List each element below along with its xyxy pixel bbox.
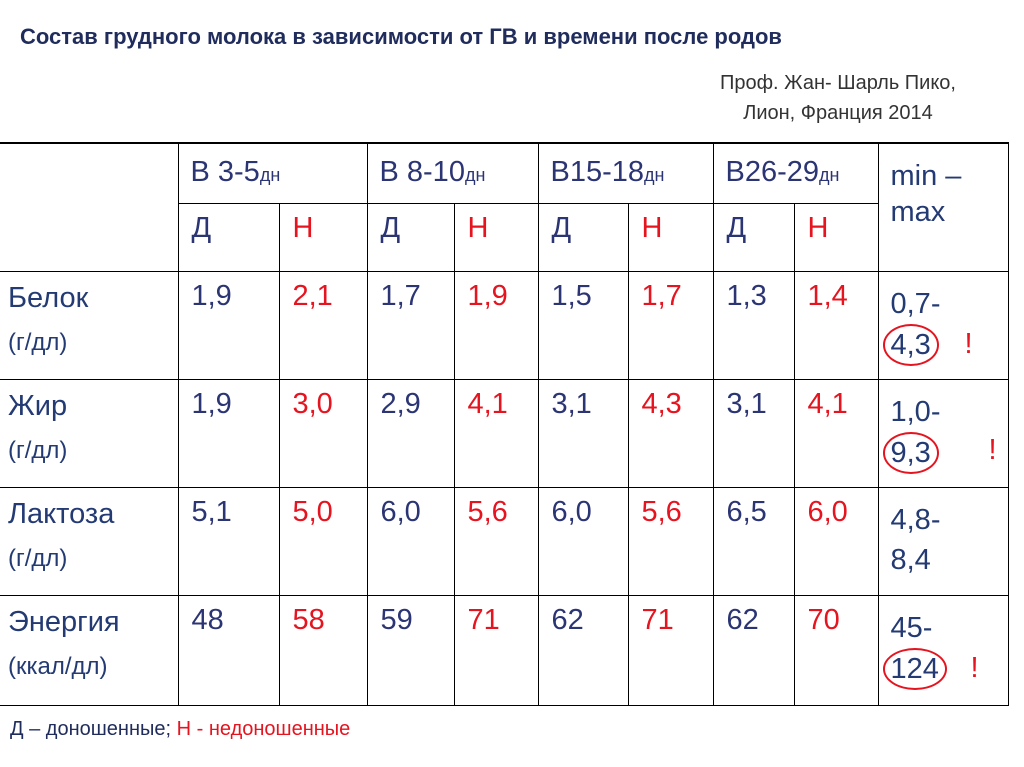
row-name: Жир (8, 389, 68, 422)
value-cell-d: 6,0 (538, 487, 628, 595)
minmax-line1: min – (890, 160, 962, 192)
value-cell-d: 3,1 (713, 379, 794, 487)
group-header (367, 143, 538, 203)
value-cell-n: 71 (628, 595, 713, 705)
value-cell-d: 59 (367, 595, 454, 705)
value-cell-d: 2,9 (367, 379, 454, 487)
range-cell (878, 595, 1008, 705)
value-cell-n: 5,6 (454, 487, 538, 595)
range-top: 1,0- (890, 395, 941, 428)
row-name: Лактоза (8, 497, 115, 530)
value-cell-n: 5,0 (279, 487, 367, 595)
sub-header-n: Н (628, 203, 713, 271)
range-bottom-circled: 124 (883, 648, 947, 690)
minmax-header (878, 143, 1008, 271)
group-unit: дн (464, 165, 486, 185)
value-cell-n: 4,3 (628, 379, 713, 487)
exclamation-mark: ! (970, 651, 979, 684)
minmax-line2: max (890, 196, 946, 228)
sub-header-d: Д (178, 203, 279, 271)
exclamation-mark: ! (964, 327, 973, 360)
page-title: Состав грудного молока в зависимости от ГВ и времени после родов (20, 24, 782, 49)
value-cell-n: 2,1 (279, 271, 367, 379)
range-cell (878, 379, 1008, 487)
group-label: В 3-5 (190, 156, 260, 188)
legend (10, 718, 350, 741)
sub-header-n: Н (794, 203, 878, 271)
sub-header-n: Н (454, 203, 538, 271)
value-cell-d: 1,5 (538, 271, 628, 379)
group-header (178, 143, 367, 203)
author-name: Проф. Жан- Шарль Пико, (719, 72, 956, 94)
value-cell-d: 6,5 (713, 487, 794, 595)
group-label: В15-18 (550, 156, 645, 188)
row-name: Белок (8, 281, 89, 314)
value-cell-d: 1,9 (178, 379, 279, 487)
sub-header-n: Н (279, 203, 367, 271)
group-unit: дн (819, 165, 840, 185)
row-label (0, 379, 178, 487)
value-cell-n: 1,4 (794, 271, 878, 379)
value-cell-d: 62 (713, 595, 794, 705)
row-unit: (ккал/дл) (8, 652, 108, 680)
row-name: Энергия (8, 605, 120, 638)
value-cell-n: 1,7 (628, 271, 713, 379)
row-label (0, 271, 178, 379)
value-cell-d: 62 (538, 595, 628, 705)
range-bottom: 8,4 (890, 543, 931, 576)
range-top: 4,8- (890, 503, 941, 536)
value-cell-d: 1,9 (178, 271, 279, 379)
value-cell-n: 4,1 (454, 379, 538, 487)
value-cell-d: 6,0 (367, 487, 454, 595)
group-header (713, 143, 878, 203)
table-row (0, 487, 1008, 595)
row-unit: (г/дл) (8, 328, 68, 356)
group-unit: дн (644, 165, 665, 185)
value-cell-d: 1,7 (367, 271, 454, 379)
author-attribution (720, 68, 956, 128)
row-label (0, 487, 178, 595)
value-cell-n: 3,0 (279, 379, 367, 487)
value-cell-n: 4,1 (794, 379, 878, 487)
range-top: 45- (890, 611, 933, 644)
value-cell-n: 5,6 (628, 487, 713, 595)
range-bottom-circled: 4,3 (883, 324, 939, 366)
corner-cell (0, 143, 178, 271)
range-bottom-circled: 9,3 (883, 432, 939, 474)
group-label: В26-29 (725, 156, 820, 188)
row-label (0, 595, 178, 705)
milk-composition-table (0, 142, 1009, 706)
value-cell-n: 70 (794, 595, 878, 705)
row-unit: (г/дл) (8, 544, 68, 572)
range-cell (878, 487, 1008, 595)
value-cell-n: 1,9 (454, 271, 538, 379)
table-row (0, 271, 1008, 379)
sub-header-d: Д (367, 203, 454, 271)
sub-header-d: Д (713, 203, 794, 271)
value-cell-d: 3,1 (538, 379, 628, 487)
table-row (0, 595, 1008, 705)
value-cell-d: 5,1 (178, 487, 279, 595)
group-label: В 8-10 (379, 156, 465, 188)
range-top: 0,7- (890, 287, 941, 320)
group-unit: дн (259, 165, 281, 185)
value-cell-n: 6,0 (794, 487, 878, 595)
legend-d: Д – доношенные; (10, 718, 172, 740)
sub-header-d: Д (538, 203, 628, 271)
row-unit: (г/дл) (8, 436, 68, 464)
value-cell-d: 48 (178, 595, 279, 705)
range-cell (878, 271, 1008, 379)
value-cell-d: 1,3 (713, 271, 794, 379)
value-cell-n: 58 (279, 595, 367, 705)
legend-n: Н - недоношенные (176, 718, 351, 740)
author-location: Лион, Франция 2014 (743, 102, 933, 124)
table-row (0, 379, 1008, 487)
value-cell-n: 71 (454, 595, 538, 705)
exclamation-mark: ! (988, 433, 997, 466)
group-header (538, 143, 713, 203)
